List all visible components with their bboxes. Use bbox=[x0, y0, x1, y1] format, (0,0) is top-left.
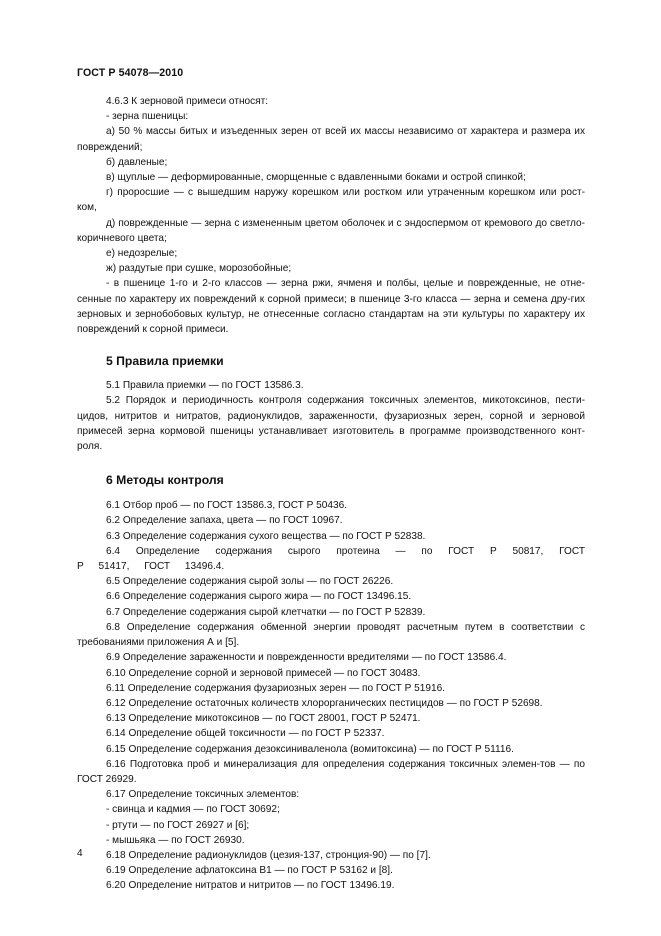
para-6-17: 6.17 Определение токсичных элементов: bbox=[106, 789, 300, 801]
para-6-3: 6.3 Определение содержания сухого вещества — по ГОСТ Р 52838. bbox=[106, 530, 426, 542]
para-6-9: 6.9 Определение зараженности и поврежденности вредителями — по ГОСТ 13586.4. bbox=[106, 652, 507, 664]
list-item-e: е) недозрелые; bbox=[106, 248, 178, 260]
list-item-wheat-grains: - зерна пшеницы: bbox=[106, 111, 189, 123]
para-4-6-3: 4.6.3 К зерновой примеси относят: bbox=[106, 96, 269, 107]
para-6-19: 6.19 Определение афлатоксина В1 — по ГОСТ Р 53162 и [8]. bbox=[106, 865, 393, 877]
page-content bbox=[77, 94, 585, 894]
para-6-8: 6.8 Определение содержания обменной энергии проводят расчетным путем в соответствии с требованиями приложения А и [5]. bbox=[77, 621, 585, 649]
page-number: 4 bbox=[77, 848, 83, 859]
para-6-1: 6.1 Отбор проб — по ГОСТ 13586.3, ГОСТ Р 50436. bbox=[106, 500, 348, 512]
para-5-2: 5.2 Порядок и периодичность контроля содержания токсичных элементов, микотоксинов, пести-цидов, нитритов и нитратов, радионуклидов, зараженности, фузариозных зерен, сорной и зерновой примесей зерна кормовой пшеницы устанавливает изготовитель в программе производственного конт-роля. bbox=[77, 395, 585, 453]
para-6-16: 6.16 Подготовка проб и минерализация для определения содержания токсичных элемен-тов — по ГОСТ 26929. bbox=[77, 758, 585, 785]
list-item-arsenic: - мышьяка — по ГОСТ 26930. bbox=[106, 834, 245, 846]
list-item-d: д) поврежденные — зерна с измененным цветом оболочек и с эндоспермом от кремового до светло-коричневого цвета; bbox=[77, 217, 585, 244]
para-6-11: 6.11 Определение содержания фузариозных зерен — по ГОСТ Р 51916. bbox=[106, 682, 445, 694]
section-6-title: 6 Методы контроля bbox=[106, 473, 224, 488]
list-item-a: а) 50 % массы битых и изъеденных зерен от всей их массы независимо от характера и размера их повреждений; bbox=[77, 126, 585, 153]
para-6-13: 6.13 Определение микотоксинов — по ГОСТ 28001, ГОСТ Р 52471. bbox=[106, 713, 421, 725]
list-item-g: г) проросшие — с вышедшим наружу корешком или ростком или утраченным корешком или рост-ком, bbox=[77, 187, 585, 214]
para-6-7: 6.7 Определение содержания сырой клетчатки — по ГОСТ Р 52839. bbox=[106, 606, 426, 618]
para-6-4: 6.4 Определение содержания сырого протеина — по ГОСТ Р 50817, ГОСТ Р 51417, ГОСТ 13496.4. bbox=[77, 545, 585, 573]
para-6-12: 6.12 Определение остаточных количеств хлорорганических пестицидов — по ГОСТ Р 52698. bbox=[106, 697, 543, 709]
para-5-1: 5.1 Правила приемки — по ГОСТ 13586.3. bbox=[106, 380, 304, 392]
para-6-6: 6.6 Определение содержания сырого жира — по ГОСТ 13496.15. bbox=[106, 591, 412, 603]
list-item-b: б) давленые; bbox=[106, 156, 168, 168]
para-6-10: 6.10 Определение сорной и зерновой примесей — по ГОСТ 30483. bbox=[106, 667, 421, 679]
list-item-v: в) щуплые — деформированные, сморщенные с вдавленными боками и острой спинкой; bbox=[106, 172, 526, 184]
standard-header: ГОСТ Р 54078—2010 bbox=[77, 67, 184, 79]
list-item-zh: ж) раздутые при сушке, морозобойные; bbox=[106, 263, 292, 275]
para-6-15: 6.15 Определение содержания дезоксиниваленола (вомитоксина) — по ГОСТ Р 51116. bbox=[106, 743, 514, 755]
list-item-classes: - в пшенице 1-го и 2-го классов — зерна ржи, ячменя и полбы, целые и поврежденные, не отне-сенные по характеру их повреждений к сорной примеси; в пшенице 3-го класса — зерна и семена дру-гих зерновых и зернобобовых культур, не отнесенные согласно стандартам на эти культуры по характеру их повреждений к сорной примеси. bbox=[77, 278, 585, 336]
para-6-14: 6.14 Определение общей токсичности — по ГОСТ Р 52337. bbox=[106, 728, 385, 740]
para-6-2: 6.2 Определение запаха, цвета — по ГОСТ 10967. bbox=[106, 515, 343, 527]
list-item-lead-cadmium: - свинца и кадмия — по ГОСТ 30692; bbox=[106, 804, 280, 816]
para-6-20: 6.20 Определение нитратов и нитритов — по ГОСТ 13496.19. bbox=[106, 880, 395, 892]
list-item-mercury: - ртути — по ГОСТ 26927 и [6]; bbox=[106, 819, 250, 831]
section-5-title: 5 Правила приемки bbox=[106, 354, 224, 369]
para-6-18: 6.18 Определение радионуклидов (цезия-137, стронция-90) — по [7]. bbox=[106, 849, 431, 861]
para-6-5: 6.5 Определение содержания сырой золы — по ГОСТ 26226. bbox=[106, 576, 394, 588]
